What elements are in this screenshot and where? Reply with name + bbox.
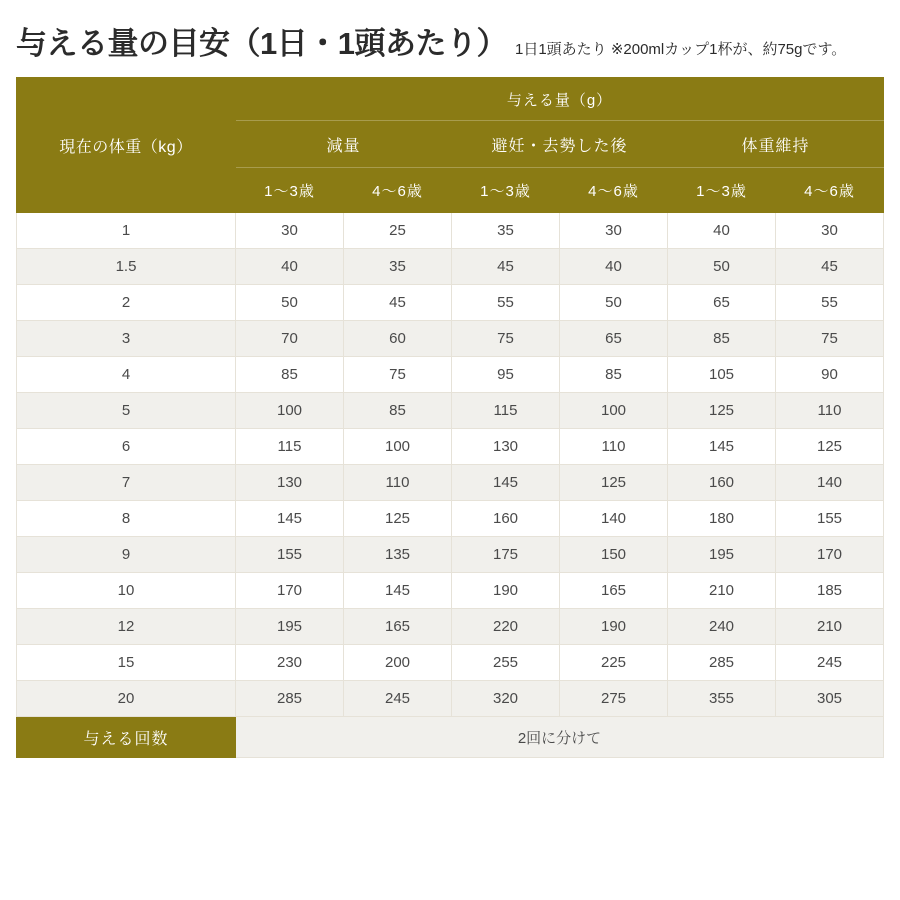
cell-value: 180 [668,501,776,537]
table-footer-row [17,717,884,758]
cell-value: 190 [452,573,560,609]
cell-value: 130 [452,429,560,465]
cell-value: 40 [236,249,344,285]
header-age-4: 4〜6歳 [560,168,668,213]
cell-weight: 10 [17,573,236,609]
cell-value: 110 [560,429,668,465]
cell-weight: 3 [17,321,236,357]
table-row [17,357,884,393]
table-row [17,429,884,465]
cell-weight: 2 [17,285,236,321]
cell-value: 170 [236,573,344,609]
cell-value: 285 [236,681,344,717]
cell-value: 60 [344,321,452,357]
cell-value: 195 [236,609,344,645]
cell-value: 165 [344,609,452,645]
cell-value: 140 [776,465,884,501]
table-row [17,501,884,537]
cell-value: 305 [776,681,884,717]
header-weight: 現在の体重（kg） [17,78,236,213]
cell-weight: 15 [17,645,236,681]
cell-value: 50 [668,249,776,285]
cell-weight: 4 [17,357,236,393]
cell-weight: 8 [17,501,236,537]
feeding-amount-table [16,77,884,758]
cell-weight: 9 [17,537,236,573]
cell-value: 85 [344,393,452,429]
cell-value: 200 [344,645,452,681]
cell-value: 110 [776,393,884,429]
cell-value: 25 [344,213,452,249]
cell-value: 140 [560,501,668,537]
cell-value: 35 [452,213,560,249]
cell-value: 175 [452,537,560,573]
cell-value: 320 [452,681,560,717]
cell-value: 245 [344,681,452,717]
cell-value: 100 [560,393,668,429]
cell-weight: 12 [17,609,236,645]
cell-value: 30 [560,213,668,249]
table-body [17,213,884,758]
cell-value: 125 [344,501,452,537]
cell-value: 210 [668,573,776,609]
table-row [17,285,884,321]
table-row [17,321,884,357]
table-row [17,537,884,573]
cell-value: 145 [344,573,452,609]
cell-weight: 20 [17,681,236,717]
cell-value: 160 [668,465,776,501]
table-header [17,78,884,213]
cell-value: 100 [344,429,452,465]
header-row-top [17,78,884,121]
cell-value: 185 [776,573,884,609]
cell-value: 75 [776,321,884,357]
cell-value: 55 [776,285,884,321]
cell-value: 275 [560,681,668,717]
cell-value: 45 [344,285,452,321]
cell-value: 130 [236,465,344,501]
cell-value: 285 [668,645,776,681]
cell-value: 240 [668,609,776,645]
cell-value: 85 [236,357,344,393]
header-amount: 与える量（g） [236,78,884,121]
cell-value: 220 [452,609,560,645]
cell-value: 110 [344,465,452,501]
page-title [0,0,900,77]
header-age-3: 1〜3歳 [452,168,560,213]
header-group-diet: 減量 [236,121,452,168]
footer-label: 与える回数 [17,717,236,758]
header-group-maintain: 体重維持 [668,121,884,168]
cell-value: 145 [236,501,344,537]
table-row [17,609,884,645]
cell-value: 75 [344,357,452,393]
cell-value: 40 [560,249,668,285]
cell-weight: 7 [17,465,236,501]
cell-value: 50 [236,285,344,321]
table-row [17,393,884,429]
table-row [17,465,884,501]
cell-value: 30 [776,213,884,249]
cell-value: 145 [668,429,776,465]
cell-value: 245 [776,645,884,681]
table-row [17,213,884,249]
cell-value: 75 [452,321,560,357]
cell-value: 105 [668,357,776,393]
cell-value: 135 [344,537,452,573]
cell-value: 55 [452,285,560,321]
cell-value: 95 [452,357,560,393]
cell-value: 155 [236,537,344,573]
cell-value: 30 [236,213,344,249]
cell-value: 85 [560,357,668,393]
cell-value: 65 [668,285,776,321]
cell-value: 45 [452,249,560,285]
cell-value: 65 [560,321,668,357]
cell-value: 85 [668,321,776,357]
table-row [17,573,884,609]
header-age-6: 4〜6歳 [776,168,884,213]
cell-weight: 5 [17,393,236,429]
page-title-sub: 1日1頭あたり ※200mlカップ1杯が、約75gです。 [514,41,847,58]
table-row [17,249,884,285]
cell-value: 115 [236,429,344,465]
table-row [17,681,884,717]
cell-value: 125 [668,393,776,429]
page-title-main: 与える量の目安（1日・1頭あたり） [16,26,507,61]
cell-value: 190 [560,609,668,645]
cell-value: 255 [452,645,560,681]
cell-weight: 1.5 [17,249,236,285]
table-row [17,645,884,681]
cell-value: 70 [236,321,344,357]
cell-value: 125 [776,429,884,465]
cell-value: 210 [776,609,884,645]
cell-value: 230 [236,645,344,681]
cell-value: 125 [560,465,668,501]
cell-value: 100 [236,393,344,429]
cell-value: 160 [452,501,560,537]
header-group-neutered: 避妊・去勢した後 [452,121,668,168]
header-age-5: 1〜3歳 [668,168,776,213]
cell-value: 145 [452,465,560,501]
cell-weight: 6 [17,429,236,465]
cell-value: 165 [560,573,668,609]
header-age-2: 4〜6歳 [344,168,452,213]
cell-value: 155 [776,501,884,537]
cell-value: 115 [452,393,560,429]
header-age-1: 1〜3歳 [236,168,344,213]
cell-value: 225 [560,645,668,681]
cell-value: 35 [344,249,452,285]
cell-value: 195 [668,537,776,573]
cell-value: 40 [668,213,776,249]
cell-value: 150 [560,537,668,573]
cell-value: 45 [776,249,884,285]
cell-value: 355 [668,681,776,717]
cell-weight: 1 [17,213,236,249]
cell-value: 90 [776,357,884,393]
cell-value: 50 [560,285,668,321]
cell-value: 170 [776,537,884,573]
footer-value: 2回に分けて [236,717,884,758]
